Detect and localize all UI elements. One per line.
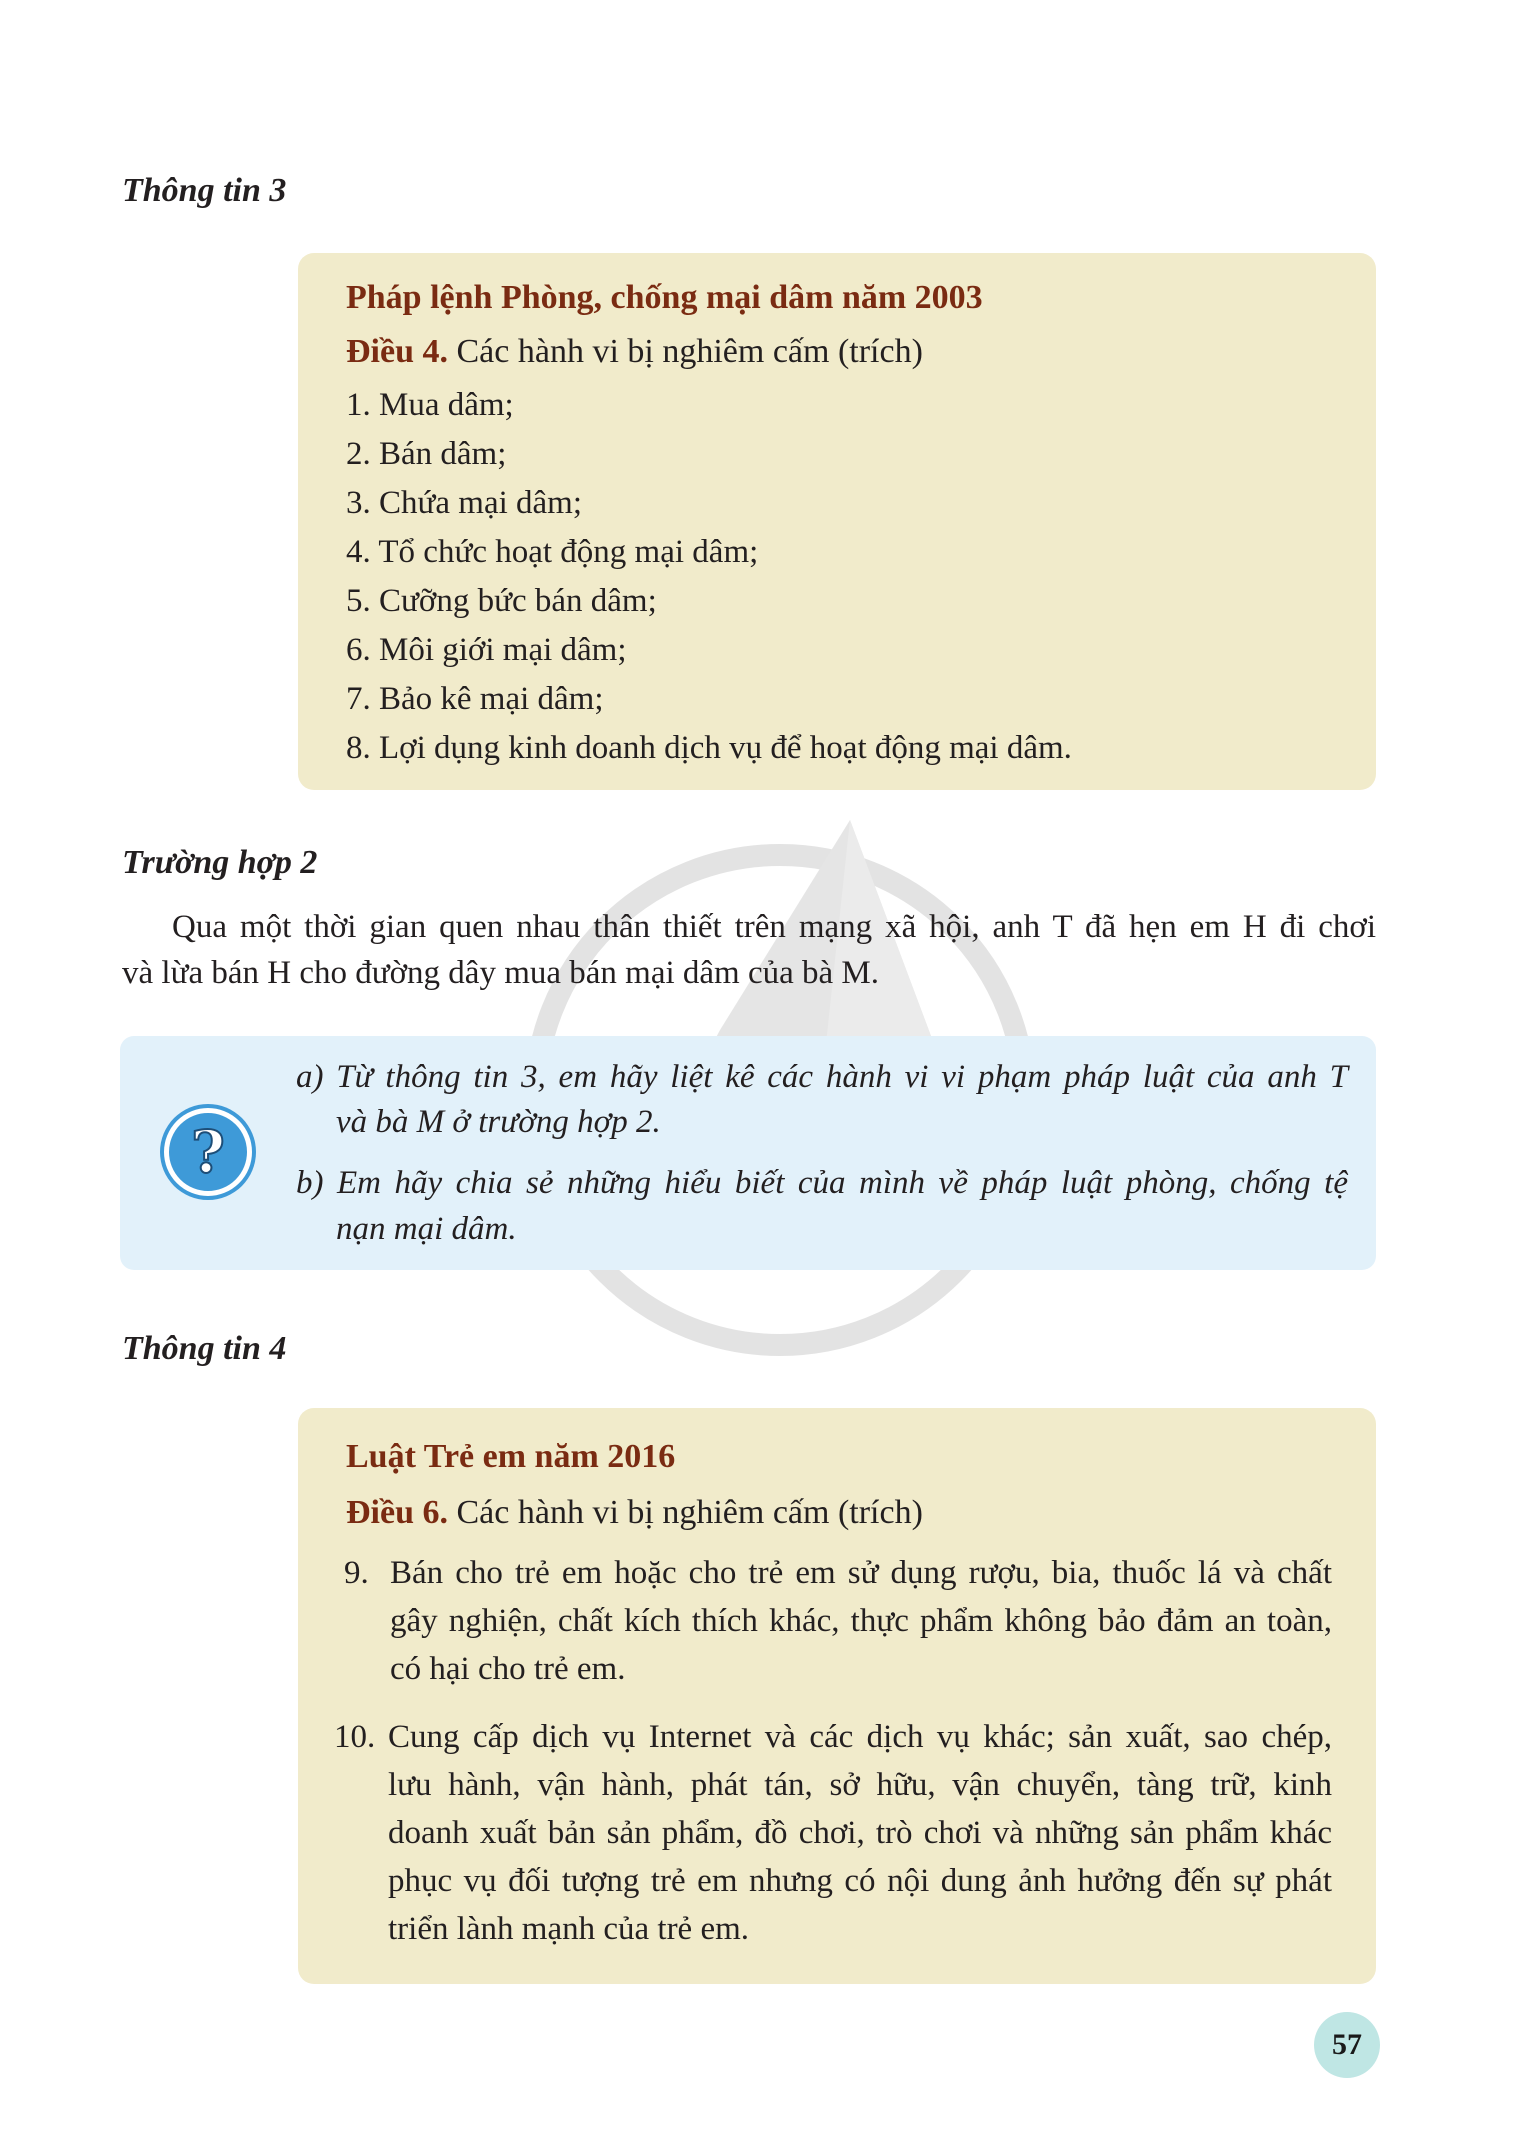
info4-item-10-line-4: phục vụ đối tượng trẻ em nhưng có nội dung ảnh hưởng đến sự phát bbox=[388, 1863, 1332, 1899]
info4-item-10-line-2: lưu hành, vận hành, phát tán, sở hữu, vận chuyển, tàng trữ, kinh bbox=[388, 1767, 1332, 1803]
info4-law-box bbox=[298, 1408, 1376, 1984]
question-b-line-2: nạn mại dâm. bbox=[336, 1211, 517, 1247]
info3-item-2: 2. Bán dâm; bbox=[346, 436, 507, 472]
info4-item-10-line-3: doanh xuất bản sản phẩm, đồ chơi, trò chơi và những sản phẩm khác bbox=[388, 1815, 1332, 1851]
case2-line-1: Qua một thời gian quen nhau thân thiết trên mạng xã hội, anh T đã hẹn em H đi chơi bbox=[172, 909, 1376, 945]
info4-item-9-line-2: gây nghiện, chất kích thích khác, thực phẩm không bảo đảm an toàn, bbox=[390, 1603, 1332, 1639]
case2-line-2: và lừa bán H cho đường dây mua bán mại dâm của bà M. bbox=[122, 955, 880, 991]
info4-item-10-line-1: Cung cấp dịch vụ Internet và các dịch vụ khác; sản xuất, sao chép, bbox=[388, 1719, 1332, 1755]
info4-law-title: Luật Trẻ em năm 2016 bbox=[346, 1438, 676, 1475]
info4-article-label: Điều 6. bbox=[346, 1494, 448, 1531]
page-number-badge: 57 bbox=[1314, 2012, 1380, 2078]
question-mark-icon: ? bbox=[164, 1108, 252, 1196]
info3-item-4: 4. Tổ chức hoạt động mại dâm; bbox=[346, 534, 759, 570]
info3-law-title: Pháp lệnh Phòng, chống mại dâm năm 2003 bbox=[346, 279, 983, 316]
info4-heading: Thông tin 4 bbox=[122, 1330, 287, 1367]
info4-item-9-line-3: có hại cho trẻ em. bbox=[390, 1651, 626, 1687]
info3-law-box bbox=[298, 253, 1376, 790]
info3-item-8: 8. Lợi dụng kinh doanh dịch vụ để hoạt động mại dâm. bbox=[346, 730, 1072, 766]
info3-item-6: 6. Môi giới mại dâm; bbox=[346, 632, 627, 668]
info4-item-10-number: 10. bbox=[334, 1719, 376, 1755]
question-a-line-2: và bà M ở trường hợp 2. bbox=[336, 1104, 661, 1140]
info3-item-5: 5. Cưỡng bức bán dâm; bbox=[346, 583, 657, 619]
info3-article bbox=[346, 333, 923, 371]
questions-box bbox=[120, 1036, 1376, 1270]
info4-article-text: Các hành vi bị nghiêm cấm (trích) bbox=[448, 1494, 923, 1531]
info3-item-7: 7. Bảo kê mại dâm; bbox=[346, 681, 604, 717]
info3-article-text: Các hành vi bị nghiêm cấm (trích) bbox=[448, 333, 923, 370]
info4-article bbox=[346, 1494, 923, 1532]
info4-item-9-line-1: Bán cho trẻ em hoặc cho trẻ em sử dụng rượu, bia, thuốc lá và chất bbox=[390, 1555, 1332, 1591]
info4-item-9-number: 9. bbox=[344, 1555, 369, 1591]
info3-item-1: 1. Mua dâm; bbox=[346, 387, 514, 423]
case2-heading: Trường hợp 2 bbox=[122, 844, 318, 881]
info4-item-10-line-5: triển lành mạnh của trẻ em. bbox=[388, 1911, 750, 1947]
info3-item-3: 3. Chứa mại dâm; bbox=[346, 485, 583, 521]
question-b-line-1: b) Em hãy chia sẻ những hiểu biết của mình về pháp luật phòng, chống tệ bbox=[296, 1165, 1348, 1201]
info3-article-label: Điều 4. bbox=[346, 333, 448, 370]
info3-heading: Thông tin 3 bbox=[122, 172, 287, 209]
question-a-line-1: a) Từ thông tin 3, em hãy liệt kê các hành vi vi phạm pháp luật của anh T bbox=[296, 1059, 1348, 1095]
